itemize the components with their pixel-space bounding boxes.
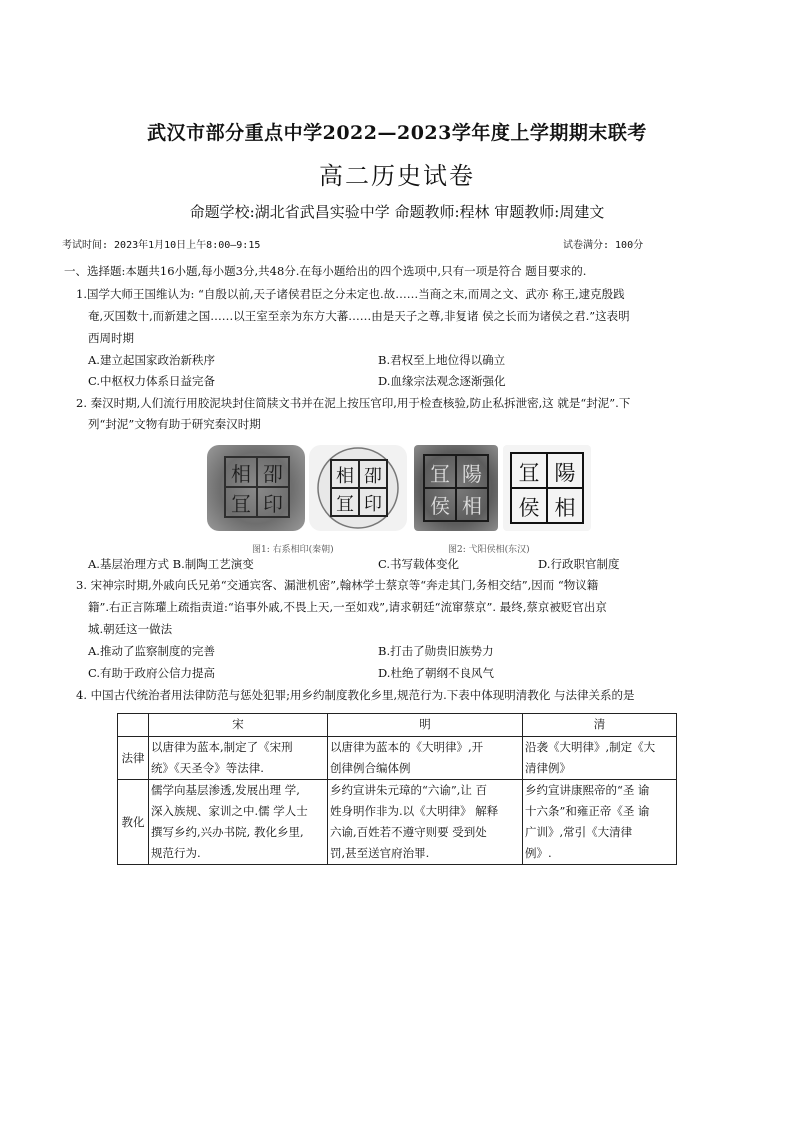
cell-line: 统》《天圣令》等法律. — [151, 761, 264, 775]
seal-char: 相 — [554, 496, 576, 520]
cell-line: 儒学向基层渗透,发展出理 学, — [151, 783, 300, 797]
q1-option-a: A.建立起国家政治新秩序 — [88, 353, 215, 367]
seal-image-qin-2 — [309, 445, 407, 531]
seal-char: 相 — [336, 466, 354, 487]
q1-line: 奄,灭国数十,而新建之国……以王室至亲为东方大蕃……由是天子之尊,非复诸 侯之长而为诸侯之君.”这表明 — [88, 309, 630, 323]
q1-option-c: C.中枢权力体系日益完备 — [88, 374, 216, 388]
section-intro: 一、选择题:本题共16小题,每小题3分,共48分.在每小题给出的四个选项中,只有一项是符合 题目要求的. — [64, 264, 587, 278]
seal-char: 卲 — [364, 466, 382, 487]
seal-char: 相 — [231, 462, 251, 486]
q2-line: 列“封泥”文物有助于研究秦汉时期 — [88, 417, 261, 431]
seal-image-han-2 — [503, 445, 591, 531]
table-corner-cell — [118, 714, 149, 737]
seal-char: 相 — [462, 494, 482, 518]
cell-line: 规范行为. — [151, 846, 201, 860]
cell-line: 姓身明作非为.以《大明律》 解释 — [330, 804, 499, 818]
table-row-edu — [118, 780, 677, 865]
seal-char: 陽 — [554, 461, 576, 485]
cell-line: 罚,甚至送官府治罪. — [330, 846, 430, 860]
seal-char: 印 — [364, 494, 382, 515]
q3-option-c: C.有助于政府公信力提高 — [88, 666, 216, 680]
seal-char: 印 — [263, 492, 283, 516]
cell-edu-song — [149, 780, 328, 865]
cell-line: 以唐律为蓝本的《大明律》,开 — [330, 740, 484, 754]
q3-option-d: D.杜绝了朝纲不良风气 — [378, 666, 494, 680]
q3-option-b: B.打击了勋贵旧族势力 — [378, 644, 494, 658]
full-score: 试卷满分: 100分 — [563, 240, 644, 251]
cell-line: 以唐律为蓝本,制定了《宋刑 — [151, 740, 293, 754]
table-header-row — [118, 714, 677, 737]
seal-char: 冝 — [430, 462, 450, 486]
cell-line: 乡约宣讲康熙帝的“圣 谕 — [525, 783, 650, 797]
seal-caption-2: 图2: 弋阳侯相(东汉) — [448, 545, 530, 555]
table-row-law — [118, 737, 677, 780]
cell-line: 沿袭《大明律》,制定《大 — [525, 740, 656, 754]
cell-line: 深入族规、家训之中.儒 学人士 — [151, 804, 308, 818]
exam-time: 考试时间: 2023年1月10日上午8:00—9:15 — [62, 240, 261, 251]
row-label-law: 法律 — [118, 737, 149, 780]
q3-option-a: A.推动了监察制度的完善 — [88, 644, 215, 658]
q1-line: 西周时期 — [88, 331, 134, 345]
cell-line: 六谕,百姓若不遵守则要 受到处 — [330, 825, 487, 839]
cell-edu-ming — [328, 780, 523, 865]
q1-line: 1.国学大师王国维认为: “自殷以前,天子诸侯君臣之分未定也.故……当商之末,而周之文、武亦 称王,逮克殷践 — [76, 287, 625, 301]
table-header-qing: 清 — [523, 714, 677, 737]
q2-option-d: D.行政职官制度 — [538, 557, 620, 571]
q2-line: 2. 秦汉时期,人们流行用胶泥块封住简牍文书并在泥上按压官印,用于检查核验,防止私拆泄密,这 就是“封泥”.下 — [76, 396, 631, 410]
q3-line: 3. 宋神宗时期,外戚向氏兄弟“交通宾客、漏泄机密”,翰林学士蔡京等“奔走其门,务相交结”,因而 “物议籍 — [76, 578, 599, 592]
seal-image-qin-1 — [207, 445, 305, 531]
q1-option-b: B.君权至上地位得以确立 — [378, 353, 506, 367]
cell-law-song — [149, 737, 328, 780]
cell-line: 例》. — [525, 846, 552, 860]
cell-line: 清律例》 — [525, 761, 571, 775]
cell-line: 十六条”和雍正帝《圣 谕 — [525, 804, 650, 818]
q4-stem: 4. 中国古代统治者用法律防范与惩处犯罪;用乡约制度教化乡里,规范行为.下表中体现明清教化 与法律关系的是 — [76, 688, 635, 702]
seal-char: 冝 — [518, 461, 540, 485]
table-header-ming: 明 — [328, 714, 523, 737]
cell-line: 创律例合编体例 — [330, 761, 411, 775]
exam-subtitle: 高二历史试卷 — [319, 162, 475, 190]
q4-table — [117, 713, 677, 865]
seal-char: 侯 — [518, 496, 540, 520]
seal-image-han-1 — [414, 445, 498, 531]
q3-line: 籍”.右正言陈瓘上疏指责道:“谄事外戚,不畏上天,一至如戏”,请求朝廷“流窜蔡京”. 最终,蔡京被贬官出京 — [88, 600, 607, 614]
exam-title: 武汉市部分重点中学2022—2023学年度上学期期末联考 — [147, 122, 647, 144]
cell-law-ming — [328, 737, 523, 780]
seal-char: 卲 — [263, 462, 283, 486]
seal-char: 冝 — [231, 492, 251, 516]
q2-option-c: C.书写载体变化 — [378, 557, 460, 571]
seal-char: 侯 — [430, 494, 450, 518]
cell-line: 广训》,常引《大清律 — [525, 825, 633, 839]
q3-line: 城.朝廷这一做法 — [88, 622, 173, 636]
exam-authors: 命题学校:湖北省武昌实验中学 命题教师:程林 审题教师:周建文 — [189, 203, 605, 221]
cell-law-qing — [523, 737, 677, 780]
seal-char: 陽 — [462, 462, 482, 486]
row-label-edu: 教化 — [118, 780, 149, 865]
cell-edu-qing — [523, 780, 677, 865]
q2-option-ab: A.基层治理方式 B.制陶工艺演变 — [88, 557, 254, 571]
cell-line: 撰写乡约,兴办书院, 教化乡里, — [151, 825, 304, 839]
cell-line: 乡约宣讲朱元璋的“六谕”,让 百 — [330, 783, 488, 797]
seal-caption-1: 图1: 右系相印(秦朝) — [252, 545, 334, 555]
seal-char: 冝 — [336, 494, 354, 515]
table-header-song: 宋 — [149, 714, 328, 737]
q1-option-d: D.血缘宗法观念逐渐强化 — [378, 374, 506, 388]
